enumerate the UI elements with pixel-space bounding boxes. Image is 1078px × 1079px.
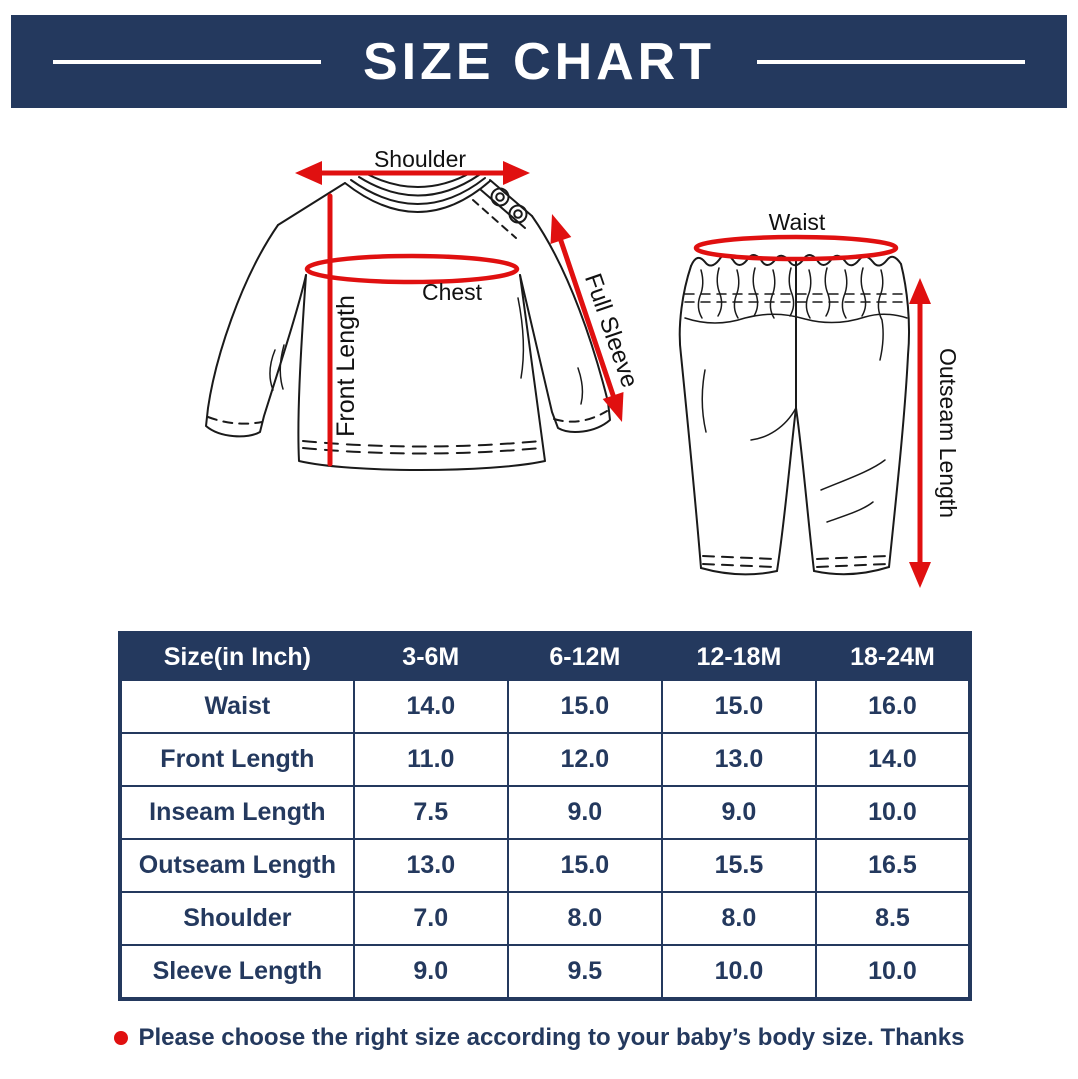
cell-value: 9.5 xyxy=(508,945,662,999)
page-title: SIZE CHART xyxy=(363,32,715,91)
cell-value: 7.0 xyxy=(354,892,508,945)
col-header-3-6m: 3-6M xyxy=(354,633,508,680)
row-label: Sleeve Length xyxy=(120,945,354,999)
front-length-measure-label: Front Length xyxy=(332,295,360,437)
row-label: Inseam Length xyxy=(120,786,354,839)
table-row-inseam-length xyxy=(120,786,970,839)
pants-outline xyxy=(680,255,909,574)
table-row-outseam-length xyxy=(120,839,970,892)
row-label: Front Length xyxy=(120,733,354,786)
table-row-waist xyxy=(120,680,970,733)
cell-value: 15.5 xyxy=(662,839,816,892)
pants-wrinkles xyxy=(702,370,885,522)
cell-value: 16.5 xyxy=(816,839,970,892)
size-table xyxy=(118,631,972,1001)
shoulder-measure-label: Shoulder xyxy=(373,146,467,172)
table-row-shoulder xyxy=(120,892,970,945)
shirt-diagram xyxy=(180,130,650,530)
size-chart-banner xyxy=(11,15,1067,108)
cell-value: 15.0 xyxy=(508,839,662,892)
table-row-front-length xyxy=(120,733,970,786)
col-header-6-12m: 6-12M xyxy=(508,633,662,680)
waist-measure-label: Waist xyxy=(768,209,826,235)
col-header-12-18m: 12-18M xyxy=(662,633,816,680)
shirt-outline xyxy=(206,172,610,470)
banner-rule-left xyxy=(53,60,321,64)
cell-value: 9.0 xyxy=(354,945,508,999)
cell-value: 7.5 xyxy=(354,786,508,839)
table-row-sleeve-length xyxy=(120,945,970,999)
banner-rule-right xyxy=(757,60,1025,64)
shoulder-snap-buttons xyxy=(492,189,527,223)
cell-value: 14.0 xyxy=(354,680,508,733)
cell-value: 15.0 xyxy=(662,680,816,733)
row-label: Shoulder xyxy=(120,892,354,945)
cell-value: 12.0 xyxy=(508,733,662,786)
cell-value: 8.0 xyxy=(662,892,816,945)
cell-value: 13.0 xyxy=(354,839,508,892)
cell-value: 14.0 xyxy=(816,733,970,786)
col-header-size: Size(in Inch) xyxy=(120,633,354,680)
col-header-18-24m: 18-24M xyxy=(816,633,970,680)
outseam-measure-label: Outseam Length xyxy=(935,347,961,519)
cell-value: 16.0 xyxy=(816,680,970,733)
cell-value: 8.5 xyxy=(816,892,970,945)
cell-value: 9.0 xyxy=(662,786,816,839)
footer-note-row xyxy=(0,1024,1078,1052)
full-sleeve-measure-label: Full Sleeve xyxy=(578,270,644,392)
cell-value: 8.0 xyxy=(508,892,662,945)
row-label: Outseam Length xyxy=(120,839,354,892)
pants-measure-marks xyxy=(696,237,931,588)
cell-value: 10.0 xyxy=(662,945,816,999)
cell-value: 10.0 xyxy=(816,945,970,999)
table-header-row xyxy=(120,633,970,680)
cell-value: 15.0 xyxy=(508,680,662,733)
cell-value: 11.0 xyxy=(354,733,508,786)
cell-value: 9.0 xyxy=(508,786,662,839)
bullet-icon xyxy=(114,1031,128,1045)
cell-value: 10.0 xyxy=(816,786,970,839)
pants-diagram xyxy=(645,190,985,610)
footer-note-text: Please choose the right size according to your baby’s body size. Thanks xyxy=(138,1024,965,1051)
cell-value: 13.0 xyxy=(662,733,816,786)
chest-measure-label: Chest xyxy=(421,279,483,305)
row-label: Waist xyxy=(120,680,354,733)
